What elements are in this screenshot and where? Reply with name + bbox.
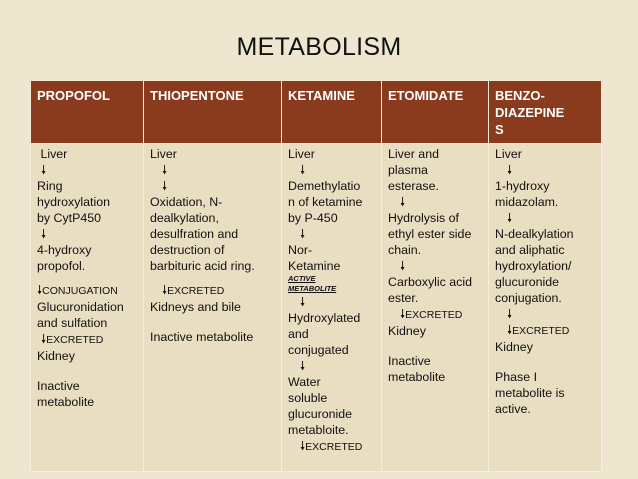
text-line: 1-hydroxy bbox=[495, 179, 550, 193]
down-arrow-icon: 🠗 bbox=[162, 163, 168, 177]
text-line: Hydroxylated bbox=[288, 311, 361, 325]
text-line: and aliphatic bbox=[495, 243, 565, 257]
header-benzodiazepines bbox=[489, 81, 602, 144]
text-line: Inactive bbox=[37, 379, 80, 393]
cell-etomidate bbox=[382, 144, 489, 472]
cell-benzodiazepines bbox=[489, 144, 602, 472]
text-line: ethyl ester side bbox=[388, 227, 472, 241]
text-line: Kidney bbox=[388, 324, 426, 338]
text-line: Nor- bbox=[288, 243, 313, 257]
text-line: conjugated bbox=[288, 343, 349, 357]
text-line: Liver bbox=[37, 147, 68, 161]
text-line: Inactive metabolite bbox=[150, 330, 254, 344]
header-benzo-line: S bbox=[495, 122, 504, 137]
conjugation-step: 🠗CONJUGATION bbox=[37, 283, 118, 297]
text-line: glucuronide bbox=[495, 275, 560, 289]
down-arrow-icon: 🠗 bbox=[300, 163, 306, 177]
text-line: destruction of bbox=[150, 243, 225, 257]
header-propofol: PROPOFOL bbox=[31, 81, 144, 144]
down-arrow-icon: 🠗 bbox=[41, 227, 47, 241]
excreted-step: 🠗EXCRETED bbox=[41, 332, 104, 346]
text-line: glucuronide bbox=[288, 407, 353, 421]
text-line: Liver bbox=[495, 147, 522, 161]
text-line: n of ketamine bbox=[288, 195, 363, 209]
down-arrow-icon: 🠗 bbox=[300, 227, 306, 241]
text-line: Ketamine bbox=[288, 259, 341, 273]
down-arrow-icon: 🠗 bbox=[300, 359, 306, 373]
text-line: ester. bbox=[388, 291, 419, 305]
text-line: desulfration and bbox=[150, 227, 239, 241]
text-line: 4-hydroxy bbox=[37, 243, 92, 257]
text-line: Phase I bbox=[495, 370, 538, 384]
down-arrow-icon: 🠗 bbox=[507, 307, 513, 321]
text-line: metabolite bbox=[37, 395, 95, 409]
excreted-step: 🠗EXCRETED bbox=[300, 439, 363, 453]
down-arrow-icon: 🠗 bbox=[507, 211, 513, 225]
down-arrow-icon: 🠗 bbox=[400, 307, 406, 321]
text-line: Kidney bbox=[495, 340, 533, 354]
text-line: hydroxylation bbox=[37, 195, 111, 209]
cell-propofol bbox=[31, 144, 144, 472]
header-row bbox=[31, 81, 602, 144]
down-arrow-icon: 🠗 bbox=[507, 163, 513, 177]
active-metabolite-note: METABOLITE bbox=[288, 284, 337, 293]
down-arrow-icon: 🠗 bbox=[400, 259, 406, 273]
text-line: Carboxylic acid bbox=[388, 275, 473, 289]
text-line: active. bbox=[495, 402, 531, 416]
text-line: plasma bbox=[388, 163, 428, 177]
text-line: midazolam. bbox=[495, 195, 559, 209]
text-line: dealkylation, bbox=[150, 211, 219, 225]
text-line: Kidney bbox=[37, 349, 75, 363]
down-arrow-icon: 🠗 bbox=[37, 283, 43, 297]
text-line: and sulfation bbox=[37, 316, 108, 330]
text-line: Liver bbox=[288, 147, 315, 161]
down-arrow-icon: 🠗 bbox=[300, 295, 306, 309]
text-line: metabloite. bbox=[288, 423, 349, 437]
text-line: chain. bbox=[388, 243, 422, 257]
down-arrow-icon: 🠗 bbox=[162, 283, 168, 297]
text-line: and bbox=[288, 327, 309, 341]
down-arrow-icon: 🠗 bbox=[162, 179, 168, 193]
text-line: Water bbox=[288, 375, 321, 389]
text-line: Inactive bbox=[388, 354, 431, 368]
text-line: propofol. bbox=[37, 259, 86, 273]
excreted-step: 🠗EXCRETED bbox=[400, 307, 463, 321]
header-benzo-line: BENZO- bbox=[495, 88, 545, 103]
text-line: Hydrolysis of bbox=[388, 211, 459, 225]
text-line: Demethylatio bbox=[288, 179, 361, 193]
excreted-step: 🠗EXCRETED bbox=[507, 323, 570, 337]
slide-title: METABOLISM bbox=[236, 33, 402, 61]
metabolism-table bbox=[30, 80, 602, 472]
cell-thiopentone bbox=[144, 144, 282, 472]
header-etomidate: ETOMIDATE bbox=[382, 81, 489, 144]
text-line: Kidneys and bile bbox=[150, 300, 241, 314]
down-arrow-icon: 🠗 bbox=[41, 332, 47, 346]
cell-ketamine bbox=[282, 144, 382, 472]
text-line: Liver bbox=[150, 147, 177, 161]
text-line: Glucuronidation bbox=[37, 300, 124, 314]
text-line: metabolite bbox=[388, 370, 446, 384]
header-ketamine: KETAMINE bbox=[282, 81, 382, 144]
text-line: hydroxylation/ bbox=[495, 259, 572, 273]
active-metabolite-note: ACTIVE bbox=[288, 274, 316, 283]
text-line: Ring bbox=[37, 179, 63, 193]
down-arrow-icon: 🠗 bbox=[300, 439, 306, 453]
header-benzo-line: DIAZEPINE bbox=[495, 105, 565, 120]
text-line: esterase. bbox=[388, 179, 439, 193]
text-line: soluble bbox=[288, 391, 328, 405]
text-line: conjugation. bbox=[495, 291, 562, 305]
text-line: by CytP450 bbox=[37, 211, 102, 225]
down-arrow-icon: 🠗 bbox=[41, 163, 47, 177]
down-arrow-icon: 🠗 bbox=[400, 195, 406, 209]
excreted-step: 🠗EXCRETED bbox=[162, 283, 225, 297]
text-line: N-dealkylation bbox=[495, 227, 574, 241]
table-row bbox=[31, 144, 602, 472]
header-thiopentone: THIOPENTONE bbox=[144, 81, 282, 144]
down-arrow-icon: 🠗 bbox=[507, 323, 513, 337]
text-line: Oxidation, N- bbox=[150, 195, 223, 209]
text-line: barbituric acid ring. bbox=[150, 259, 255, 273]
text-line: metabolite is bbox=[495, 386, 565, 400]
text-line: by P-450 bbox=[288, 211, 338, 225]
text-line: Liver and bbox=[388, 147, 439, 161]
